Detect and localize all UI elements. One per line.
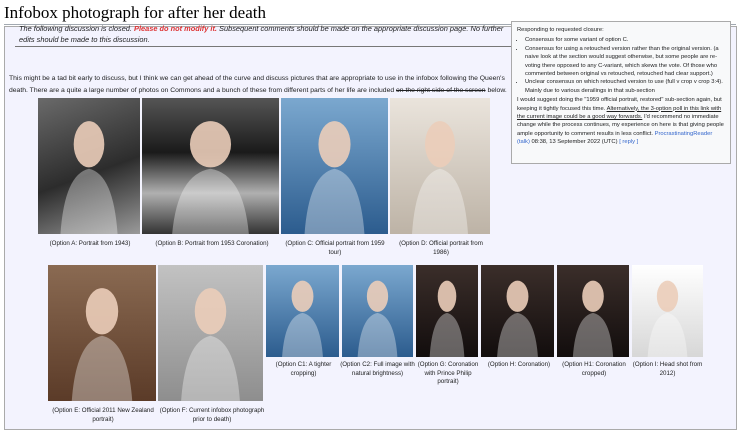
portrait-photo[interactable] xyxy=(342,265,413,357)
portrait-photo[interactable] xyxy=(557,265,629,357)
user-link[interactable]: ProcrastinatingReader xyxy=(654,130,713,137)
closed-notice-warning: Please do not modify it. xyxy=(134,24,217,33)
intro-text: This might be a tad bit early to discuss, but I think we can get ahead of the curve and discuss pictures that are appropriate to use in the infobox following the Queen's death. There are a quite a large number of photos on Commons and a bunch of these from different parts of her life are included xyxy=(9,75,505,94)
portrait-photo[interactable] xyxy=(48,265,156,401)
portrait-photo[interactable] xyxy=(390,98,490,234)
notice-divider xyxy=(15,46,515,47)
portrait-photo[interactable] xyxy=(281,98,388,234)
portrait-photo[interactable] xyxy=(38,98,140,234)
photo-caption: (Option I: Head shot from 2012) xyxy=(632,361,703,377)
intro-text-end: below. xyxy=(485,86,507,94)
portrait-photo[interactable] xyxy=(266,265,339,357)
closure-summary-box xyxy=(511,21,731,164)
intro-struck-text: on the right side of the screen xyxy=(396,86,486,94)
portrait-photo[interactable] xyxy=(158,265,263,401)
portrait-photo[interactable] xyxy=(481,265,554,357)
portrait-photo[interactable] xyxy=(416,265,478,357)
portrait-photo[interactable] xyxy=(142,98,279,234)
signature-timestamp: 08:38, 13 September 2022 (UTC) xyxy=(531,139,618,146)
photo-caption: (Option G: Coronation with Prince Philip portrait) xyxy=(417,361,479,386)
closure-text: I would suggest doing the "1959 official portrait, restored" sub-section again, but keeping it tightly focused this time. xyxy=(517,97,722,112)
closure-bullets xyxy=(525,36,725,95)
closure-bullet: • Consensus for using a retouched version rather than the original version. (a naive look at the section would suggest otherwise, but some people are re-voting there opposed to any C-variant, which skews the vote. Of those who commented between original vs retouched, retouched had clear support.) xyxy=(525,45,725,79)
photo-caption: (Option H1: Coronation cropped) xyxy=(562,361,626,377)
photo-caption: (Option C2: Full image with natural brightness) xyxy=(340,361,415,377)
photo-caption: (Option A: Portrait from 1943) xyxy=(49,240,131,247)
photo-caption: (Option C: Official portrait from 1959 tour) xyxy=(285,240,385,256)
intro-paragraph xyxy=(9,73,509,96)
photo-caption: (Option D: Official portrait from 1986) xyxy=(399,240,483,256)
closure-paragraph xyxy=(517,96,725,146)
closed-notice xyxy=(19,23,519,45)
closed-notice-text: The following discussion is closed. xyxy=(19,24,135,33)
closed-notice-text-2: Subsequent comments should be made on the appropriate discussion page. No further edits should be made to this discussion. xyxy=(19,24,504,44)
photo-caption: (Option F: Current infobox photograph prior to death) xyxy=(159,407,265,423)
photo-caption: (Option H: Coronation) xyxy=(487,361,551,368)
closure-bullet: • Unclear consensus on which retouched version to use (full v crop v crop 3:4). Mainly due to various derailings in that sub-section xyxy=(525,78,725,95)
photo-caption: (Option B: Portrait from 1953 Coronation) xyxy=(155,240,269,247)
poll-link[interactable]: Alternatively, the 3-option poll in this link with the current image could be a good way forwards. xyxy=(517,105,722,121)
photo-caption: (Option C1: A tighter cropping) xyxy=(275,361,332,377)
closure-text-2: I'd recommend no immediate change while the process continues, my experience on here is that giving people ample opportunity to comment results in less conflict. xyxy=(517,114,724,137)
closure-intro: Responding to requested closure: xyxy=(517,27,604,33)
section-heading: Infobox photograph for after her death xyxy=(4,3,266,22)
photo-caption: (Option E: Official 2011 New Zealand portrait) xyxy=(52,407,154,423)
reply-link[interactable]: [ reply ] xyxy=(619,139,639,146)
closure-bullet: • Consensus for some variant of option C. xyxy=(525,36,725,44)
talk-link[interactable]: (talk) xyxy=(517,139,530,146)
portrait-photo[interactable] xyxy=(632,265,703,357)
